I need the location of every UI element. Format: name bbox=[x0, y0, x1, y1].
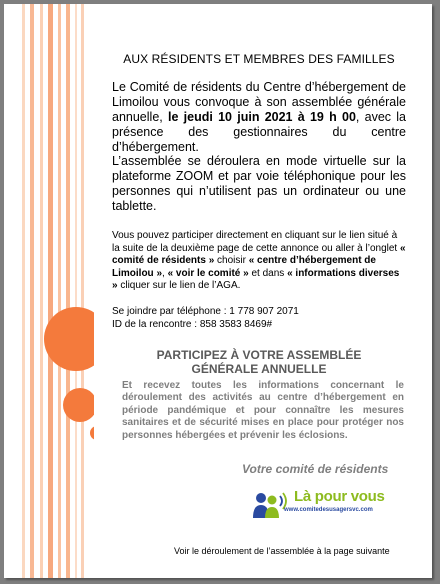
stripe bbox=[58, 4, 61, 578]
stripe bbox=[81, 4, 84, 578]
instructions-text: et dans bbox=[248, 267, 288, 279]
convocation-text-end: , avec la présence des gestionnaires du centre d’hébergement. bbox=[112, 110, 407, 154]
misc-info-label: « informations diverses » bbox=[112, 267, 400, 292]
decorative-stripes bbox=[4, 4, 94, 578]
stripe bbox=[30, 4, 34, 578]
logo bbox=[250, 488, 410, 522]
stripe bbox=[22, 4, 25, 578]
logo-text: Là pour vous bbox=[294, 488, 385, 505]
logo-url[interactable]: www.comitedesusagersvc.com bbox=[284, 507, 373, 513]
phone-number: Se joindre par téléphone : 1 778 907 2071 bbox=[112, 306, 299, 317]
see-committee-label: « voir le comité » bbox=[167, 267, 249, 279]
orange-circle-small bbox=[90, 426, 94, 440]
tab-name-comite: « comité de résidents » bbox=[112, 242, 406, 267]
instructions-text: choisir bbox=[214, 255, 249, 267]
stripe bbox=[48, 4, 53, 578]
convocation-paragraph bbox=[112, 80, 406, 155]
footer-note: Voir le déroulement de l’assemblée à la page suivante bbox=[174, 546, 390, 556]
instructions-text: Vous pouvez participer directement en cliquant sur le lien situé à la suite de la deuxième page de cette annonce ou aller à l’onglet bbox=[112, 230, 400, 254]
cta-title bbox=[112, 348, 406, 376]
page-title: AUX RÉSIDENTS ET MEMBRES DES FAMILLES bbox=[123, 52, 395, 66]
instructions-paragraph bbox=[112, 230, 406, 293]
cta-title-line2: GÉNÉRALE ANNUELLE bbox=[191, 362, 327, 376]
stripe bbox=[66, 4, 70, 578]
center-name: « centre d’hébergement de Limoilou » bbox=[112, 255, 376, 279]
document-page bbox=[4, 4, 432, 578]
meeting-id: ID de la rencontre : 858 3583 8469# bbox=[112, 318, 273, 330]
stripe bbox=[40, 4, 43, 578]
phone-info bbox=[112, 306, 406, 331]
cta-title-line1: PARTICIPEZ À VOTRE ASSEMBLÉE bbox=[156, 348, 362, 362]
instructions-text: , bbox=[162, 267, 168, 279]
convocation-text: Le Comité de résidents du Centre d’hébergement de Limoilou vous convoque à son assemblée générale annuelle, bbox=[112, 80, 406, 124]
instructions-text: cliquer sur le lien de l’AGA. bbox=[117, 280, 241, 292]
people-speech-icon bbox=[250, 488, 290, 520]
stripe bbox=[75, 4, 77, 578]
virtual-meeting-paragraph: L’assemblée se déroulera en mode virtuelle sur la plateforme ZOOM et par voie téléphonique pour les personnes qui n’utilisent pas un ordinateur ou une tablette. bbox=[112, 154, 406, 213]
meeting-date: le jeudi 10 juin 2021 à 19 h 00 bbox=[168, 110, 356, 124]
cta-text: Et recevez toutes les informations concernant le déroulement des activités au centre d’hébergement en période pandémique et pour connaître les mesures sanitaires et de sécurité mises en place pour protéger nos personnes hébergées et prévenir les éclosions. bbox=[122, 380, 404, 441]
signature: Votre comité de résidents bbox=[242, 462, 389, 476]
